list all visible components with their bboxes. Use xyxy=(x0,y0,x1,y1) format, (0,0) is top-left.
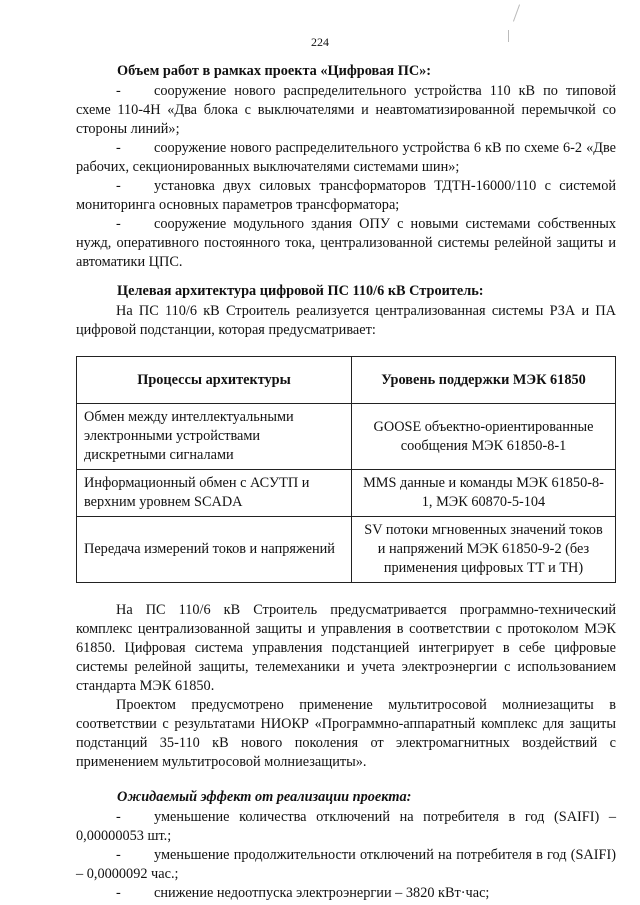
list-item: - установка двух силовых трансформаторов ТДТН-16000/110 с системой мониторинга основных параметров трансформатора; xyxy=(76,178,616,213)
list-item: - уменьшение количества отключений на потребителя в год (SAIFI) – 0,00000053 шт.; xyxy=(76,809,616,844)
list-item: - снижение недоотпуска электроэнергии – 3820 кВт·час; xyxy=(116,885,490,901)
scan-mark xyxy=(513,4,520,21)
table-row xyxy=(77,517,616,583)
column-header: Процессы архитектуры xyxy=(77,357,352,404)
list-item: - сооружение нового распределительного устройства 110 кВ по типовой схеме 110-4Н «Два блока с выключателями и неавтоматизированной перемычкой со стороны линий»; xyxy=(76,83,616,137)
list-item: - сооружение нового распределительного устройства 6 кВ по схеме 6-2 «Две рабочих, секционированных выключателями системами шин»; xyxy=(76,140,616,175)
table-cell: GOOSE объектно-ориентированные сообщения МЭК 61850-8-1 xyxy=(352,404,616,470)
document-body xyxy=(76,62,616,903)
table-cell: MMS данные и команды МЭК 61850-8-1, МЭК 60870-5-104 xyxy=(352,470,616,517)
table-cell: SV потоки мгновенных значений токов и напряжений МЭК 61850-9-2 (без применения цифровых ТТ и ТН) xyxy=(352,517,616,583)
table-cell: Обмен между интеллектуальными электронными устройствами дискретными сигналами xyxy=(77,404,352,470)
table-header-row xyxy=(77,357,616,404)
table-row xyxy=(77,404,616,470)
section-title-scope: Объем работ в рамках проекта «Цифровая ПС»: xyxy=(117,63,432,79)
column-header: Уровень поддержки МЭК 61850 xyxy=(352,357,616,404)
intro-paragraph: На ПС 110/6 кВ Строитель реализуется централизованная системы РЗА и ПА цифровой подстанции, которая предусматривает: xyxy=(76,303,616,338)
section-title-architecture: Целевая архитектура цифровой ПС 110/6 кВ Строитель: xyxy=(117,283,484,299)
page-number: 224 xyxy=(311,35,329,49)
table-cell: Передача измерений токов и напряжений xyxy=(77,517,352,583)
architecture-table xyxy=(76,356,616,583)
list-item: - уменьшение продолжительности отключений на потребителя в год (SAIFI) – 0,0000092 час.; xyxy=(76,847,616,882)
table-row xyxy=(77,470,616,517)
body-paragraph: Проектом предусмотрено применение мультитросовой молниезащиты в соответствии с результатами НИОКР «Программно-аппаратный комплекс для защиты подстанций 35-110 кВ нового поколения от электромагнитных воздействий с применением мультитросовой молниезащиты». xyxy=(76,697,616,770)
list-item: - сооружение модульного здания ОПУ с новыми системами собственных нужд, оперативного постоянного тока, централизованной системы релейной защиты и автоматики ЦПС. xyxy=(76,216,616,270)
section-title-effect: Ожидаемый эффект от реализации проекта: xyxy=(117,789,412,805)
table-cell: Информационный обмен с АСУТП и верхним уровнем SCADA xyxy=(77,470,352,517)
body-paragraph: На ПС 110/6 кВ Строитель предусматривается программно-технический комплекс централизованной защиты и управления в соответствии с протоколом МЭК 61850. Цифровая система управления подстанцией интегрирует в себе цифровые системы релейной защиты, телемеханики и учета электроэнергии с использованием стандарта МЭК 61850. xyxy=(76,602,616,694)
